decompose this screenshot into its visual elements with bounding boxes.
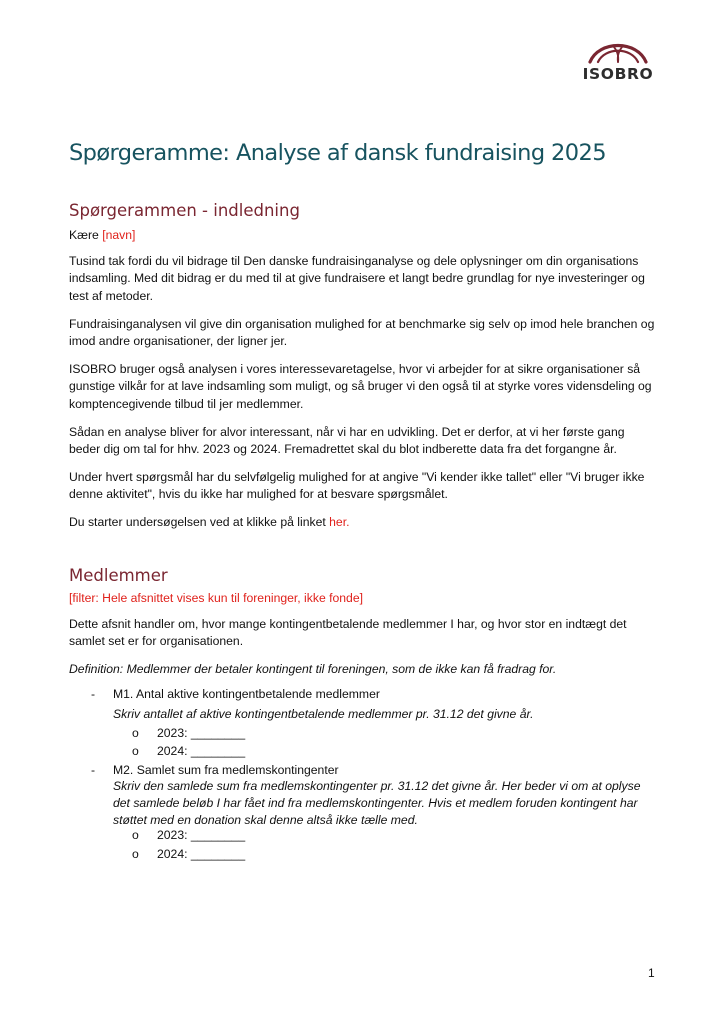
intro-paragraph-6 bbox=[69, 514, 659, 531]
section-heading-members: Medlemmer bbox=[69, 566, 168, 585]
page-title: Spørgeramme: Analyse af dansk fundraising 2025 bbox=[69, 140, 606, 166]
survey-link[interactable]: her. bbox=[329, 515, 350, 529]
intro-paragraph-4: Sådan en analyse bliver for alvor interessant, når vi har en udvikling. Det er derfor, at vi her første gang beder dig om tal for hhv. 2023 og 2024. Fremadrettet skal du blot indberette data fra det forgangne år. bbox=[69, 425, 625, 457]
salutation bbox=[69, 227, 659, 244]
name-placeholder: [navn] bbox=[102, 228, 136, 242]
list-circle: o bbox=[132, 726, 139, 740]
question-m1-help: Skriv antallet af aktive kontingentbetalende medlemmer pr. 31.12 det givne år. bbox=[113, 707, 534, 721]
question-m1-label: M1. Antal aktive kontingentbetalende medlemmer bbox=[113, 687, 380, 701]
list-circle: o bbox=[132, 847, 139, 861]
members-paragraph-1: Dette afsnit handler om, hvor mange kontingentbetalende medlemmer I har, og hvor stor en indtægt det samlet set er for organisationen. bbox=[69, 617, 627, 649]
list-circle: o bbox=[132, 744, 139, 758]
intro-paragraph-2: Fundraisinganalysen vil give din organisation mulighed for at benchmarke sig selv op imod hele branchen og imod andre organisationer, der ligner jer. bbox=[69, 317, 655, 349]
definition-text: Definition: Medlemmer der betaler kontingent til foreningen, som de ikke kan få fradrag for. bbox=[69, 662, 557, 676]
list-dash: - bbox=[91, 763, 96, 777]
question-m2-2024-field[interactable]: 2024: ________ bbox=[157, 847, 246, 861]
salutation-text: Kære bbox=[69, 228, 99, 242]
filter-note: [filter: Hele afsnittet vises kun til foreninger, ikke fonde] bbox=[69, 591, 363, 605]
section-heading-intro: Spørgerammen - indledning bbox=[69, 201, 300, 220]
question-m2-label: M2. Samlet sum fra medlemskontingenter bbox=[113, 763, 339, 777]
question-m1-2023-field[interactable]: 2023: ________ bbox=[157, 726, 246, 740]
arch-bridge-icon bbox=[587, 40, 649, 64]
list-circle: o bbox=[132, 828, 139, 842]
intro-paragraph-1: Tusind tak fordi du vil bidrage til Den danske fundraisinganalyse og dele oplysninger om din organisations indsamling. Med dit bidrag er du med til at give fundraisere et langt bedre grundlag for nye investeringer og test af metoder. bbox=[69, 254, 645, 303]
list-dash: - bbox=[91, 687, 96, 701]
question-m2-2023-field[interactable]: 2023: ________ bbox=[157, 828, 246, 842]
page-number: 1 bbox=[648, 966, 655, 980]
question-m1-2024-field[interactable]: 2024: ________ bbox=[157, 744, 246, 758]
intro-paragraph-3: ISOBRO bruger også analysen i vores interessevaretagelse, hvor vi arbejder for at sikre organisationer så gunstige vilkår for at lave indsamling som muligt, og så bruger vi den også til at styrke vores vidensdeling og komptencegivende tilbud til jer medlemmer. bbox=[69, 362, 652, 411]
question-m2-help: Skriv den samlede sum fra medlemskontingenter pr. 31.12 det givne år. Her beder vi om at oplyse det samlede beløb I har fået ind fra medlemskontingenter. Hvis et medlem foruden kontingent har støttet med en donation skal denne altså ikke tælle med. bbox=[113, 779, 641, 827]
logo-text: ISOBRO bbox=[582, 65, 654, 83]
start-text: Du starter undersøgelsen ved at klikke på linket bbox=[69, 515, 326, 529]
intro-paragraph-5: Under hvert spørgsmål har du selvfølgelig mulighed for at angive "Vi kender ikke tallet" eller "Vi bruger ikke denne aktivitet", hvis du ikke har mulighed for at besvare spørgsmålet. bbox=[69, 470, 645, 502]
isobro-logo bbox=[577, 40, 659, 96]
